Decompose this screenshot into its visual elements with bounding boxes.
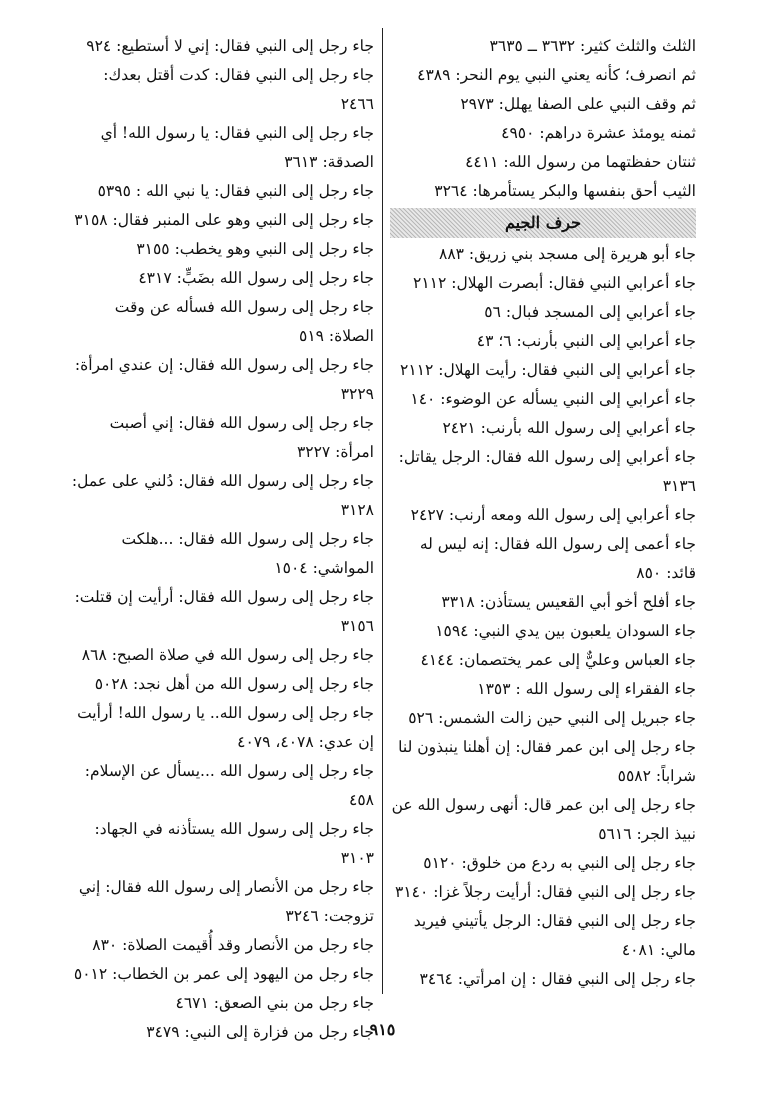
index-entry: جاء رجل من الأنصار وقد أُقيمت الصلاة: ٨٣٠: [92, 936, 374, 954]
index-entry: جاء أفلح أخو أبي القعيس يستأذن: ٣٣١٨: [441, 593, 696, 611]
index-entry: جاء أعرابي إلى النبي بأرنب: ٦؛ ٤٣: [476, 332, 696, 350]
index-entry: ثم وقف النبي على الصفا يهلل: ٢٩٧٣: [460, 95, 696, 113]
index-entry: الثلث والثلث كثير: ٣٦٣٢ ــ ٣٦٣٥: [489, 37, 696, 55]
index-entry: جاء رجل إلى رسول الله ...يسأل عن الإسلام: ٤٥٨: [84, 762, 374, 809]
index-entry: جاء رجل إلى رسول الله من أهل نجد: ٥٠٢٨: [94, 675, 374, 693]
index-entry: جاء رجل إلى ابن عمر قال: أنهى رسول الله عن نبيذ الجر: ٥٦١٦: [391, 796, 696, 843]
index-entry: جاء رجل من اليهود إلى عمر بن الخطاب: ٥٠١٢: [73, 965, 374, 983]
index-entry: جاء أعرابي إلى رسول الله بأرنب: ٢٤٢١: [442, 419, 696, 437]
index-entry: جاء رجل إلى النبي وهو على المنبر فقال: ٣١٥٨: [74, 211, 374, 229]
index-entry: جاء أعرابي إلى رسول الله فقال: الرجل يقاتل: ٣١٣٦: [398, 448, 696, 495]
index-entry: جاء رجل من فزارة إلى النبي: ٣٤٧٩: [146, 1023, 374, 1041]
index-entry: جاء رجل إلى النبي به ردع من خلوق: ٥١٢٠: [423, 854, 696, 872]
index-entry: جاء رجل إلى النبي فقال : إن امرأتي: ٣٤٦٤: [419, 970, 696, 988]
section-header-label: حرف الجيم: [505, 213, 581, 232]
index-entry: جاء رجل إلى النبي فقال: الرجل يأتيني فيريد مالي: ٤٠٨١: [413, 912, 696, 959]
index-entry: جاء جبريل إلى النبي حين زالت الشمس: ٥٢٦: [408, 709, 696, 727]
index-entry: جاء رجل إلى رسول الله فقال: إني أصبت امرأة: ٣٢٢٧: [109, 414, 374, 461]
index-entry: الثيب أحق بنفسها والبكر يستأمرها: ٣٢٦٤: [434, 182, 696, 200]
index-entry: ثم انصرف؛ كأنه يعني النبي يوم النحر: ٤٣٨٩: [417, 66, 696, 84]
index-entry: جاء رجل إلى رسول الله فقال: أرأيت إن قتلت: ٣١٥٦: [74, 588, 374, 635]
index-entry: جاء رجل إلى النبي فقال: إني لا أستطيع: ٩٢٤: [86, 37, 374, 55]
section-header: [390, 208, 696, 238]
index-entry: جاء أعرابي إلى النبي يسأله عن الوضوء: ١٤٠: [410, 390, 696, 408]
index-entry: جاء رجل إلى رسول الله فقال: دُلني على عمل: ٣١٢٨: [71, 472, 374, 519]
index-entry: جاء أعرابي إلى المسجد فبال: ٥٦: [484, 303, 696, 321]
index-entry: ثنتان حفظتهما من رسول الله: ٤٤١١: [465, 153, 696, 171]
index-entry: جاء أعرابي إلى رسول الله ومعه أرنب: ٢٤٢٧: [410, 506, 696, 524]
index-entry: جاء رجل إلى النبي وهو يخطب: ٣١٥٥: [136, 240, 374, 258]
index-entry: جاء رجل إلى رسول الله فقال: إن عندي امرأة: ٣٢٢٩: [74, 356, 374, 403]
index-entry: جاء رجل إلى ابن عمر فقال: إن أهلنا ينبذون لنا شراباً: ٥٥٨٢: [398, 738, 696, 785]
index-entry: جاء أبو هريرة إلى مسجد بني زريق: ٨٨٣: [439, 245, 696, 263]
index-entry: جاء رجل إلى النبي فقال: كدت أقتل بعدك: ٢٤٦٦: [103, 66, 374, 113]
index-entry: جاء الفقراء إلى رسول الله : ١٣٥٣: [477, 680, 696, 698]
index-entry: جاء رجل من الأنصار إلى رسول الله فقال: إني تزوجت: ٣٢٤٦: [78, 878, 374, 925]
index-entry: جاء أعرابي إلى النبي فقال: رأيت الهلال: ٢١١٢: [400, 361, 696, 379]
index-entry: ثمنه يومئذ عشرة دراهم: ٤٩٥٠: [501, 124, 696, 142]
index-entry: جاء رجل إلى النبي فقال: أرأيت رجلاً غزا: ٣١٤٠: [395, 883, 696, 901]
index-entry: جاء رجل من بني الصعق: ٤٦٧١: [175, 994, 374, 1012]
right-column: [390, 32, 696, 994]
index-entry: جاء العباس وعليٌّ إلى عمر يختصمان: ٤١٤٤: [420, 651, 696, 669]
left-column: [68, 32, 374, 1047]
index-entry: جاء أعمى إلى رسول الله فقال: إنه ليس له قائد: ٨٥٠: [419, 535, 696, 582]
index-entry: جاء رجل إلى رسول الله.. يا رسول الله! أرأيت إن عدي: ٤٠٧٨، ٤٠٧٩: [77, 704, 374, 751]
index-entry: جاء رجل إلى رسول الله بضَبٍّ: ٤٣١٧: [138, 269, 374, 287]
index-entry: جاء رجل إلى النبي فقال: يا رسول الله! أي الصدقة: ٣٦١٣: [100, 124, 374, 171]
column-divider: [382, 28, 383, 994]
index-entry: جاء رجل إلى رسول الله فسأله عن وقت الصلاة: ٥١٩: [114, 298, 374, 345]
index-entry: جاء أعرابي النبي فقال: أبصرت الهلال: ٢١١٢: [413, 274, 696, 292]
index-entry: جاء السودان يلعبون بين يدي النبي: ١٥٩٤: [435, 622, 696, 640]
index-entry: جاء رجل إلى رسول الله يستأذنه في الجهاد: ٣١٠٣: [94, 820, 374, 867]
index-entry: جاء رجل إلى النبي فقال: يا نبي الله : ٥٣٩٥: [97, 182, 374, 200]
page-number: ٩١٥: [369, 1020, 396, 1039]
index-entry: جاء رجل إلى رسول الله فقال: ...هلكت المواشي: ١٥٠٤: [121, 530, 374, 577]
index-entry: جاء رجل إلى رسول الله في صلاة الصبح: ٨٦٨: [81, 646, 374, 664]
